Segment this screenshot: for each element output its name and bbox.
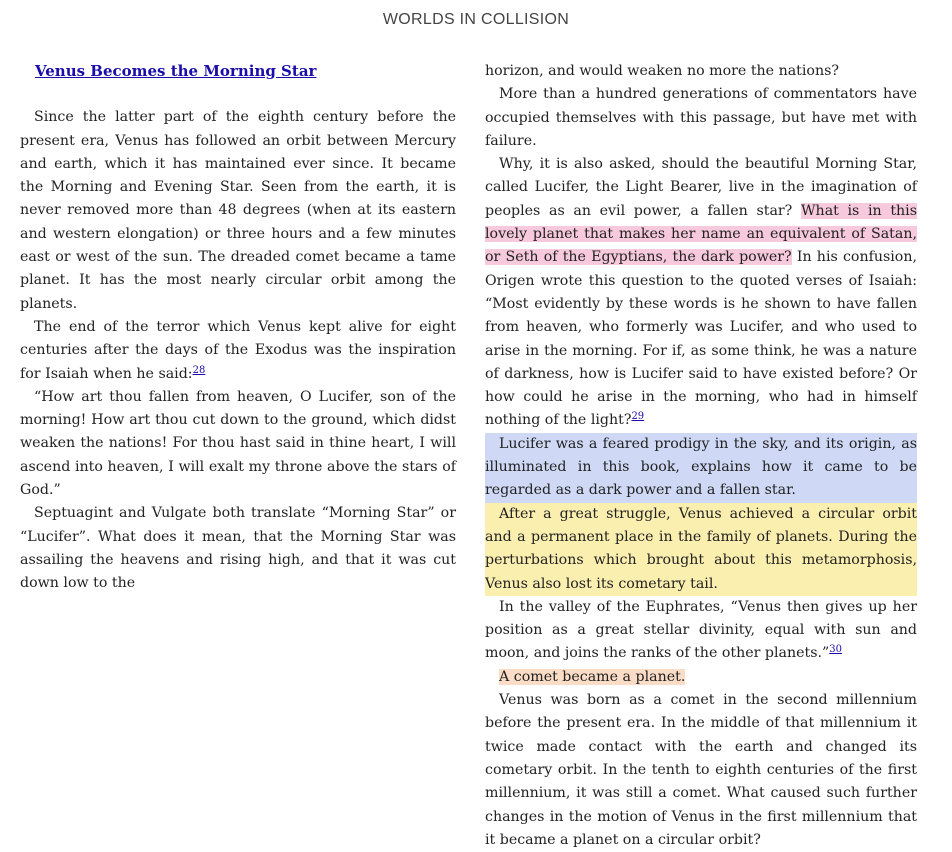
highlight-yellow-paragraph[interactable]	[485, 503, 917, 596]
highlight-blue-paragraph[interactable]	[485, 433, 917, 503]
paragraph	[485, 83, 917, 153]
left-column	[20, 60, 456, 596]
paragraph-text: Venus was born as a comet in the second millennium before the present era. In the middle of that millennium it twice made contact with the earth and changed its cometary orbit. In the tenth to eighth centuries of the first millennium, it was still a comet. What caused such further changes in the motion of Venus in the first millennium that it became a planet on a circular orbit?	[485, 692, 917, 848]
paragraph	[20, 386, 456, 502]
paragraph	[485, 153, 917, 433]
paragraph	[485, 666, 917, 689]
footnote-link-28[interactable]: 28	[192, 364, 206, 376]
right-column	[485, 60, 917, 852]
paragraph	[20, 502, 456, 595]
highlight-orange[interactable]: A comet became a planet.	[499, 668, 686, 685]
paragraph-text: After a great struggle, Venus achieved a circular orbit and a permanent place in the family of planets. During the perturbations which brought about this metamorphosis, Venus also lost its cometary tail.	[485, 505, 917, 592]
paragraph-text: Since the latter part of the eighth century before the present era, Venus has followed an orbit between Mercury and earth, which it has maintained ever since. It became the Morning and Evening Star. Seen from the earth, it is never removed more than 48 degrees (when at its eastern and western elongation) or three hours and a few minutes east or west of the sun. The dreaded comet became a tame planet. It has the most nearly circular orbit among the planets.	[20, 109, 456, 312]
paragraph-text: horizon, and would weaken no more the nations?	[485, 63, 839, 79]
book-title: WORLDS IN COLLISION	[382, 11, 570, 28]
paragraph-text: Septuagint and Vulgate both translate “Morning Star” or “Lucifer”. What does it mean, that the Morning Star was assailing the heavens and rising high, and that it was cut down low to the	[20, 505, 456, 592]
paragraph-text: More than a hundred generations of commentators have occupied themselves with this passage, but have met with failure.	[485, 86, 917, 149]
paragraph	[20, 106, 456, 316]
paragraph	[485, 596, 917, 666]
footnote-link-29[interactable]: 29	[631, 411, 645, 423]
highlight-pink[interactable]: What is in this lovely planet that makes her name an equivalent of Satan, or Seth of the Egyptians, the dark power?	[485, 202, 917, 266]
paragraph	[20, 316, 456, 386]
paragraph-text: In the valley of the Euphrates, “Venus then gives up her position as a great stellar divinity, equal with sun and moon, and joins the ranks of the other planets.”	[485, 598, 917, 662]
paragraph-text: “How art thou fallen from heaven, O Lucifer, son of the morning! How art thou cut down to the ground, which didst weaken the nations! For thou hast said in thine heart, I will ascend into heaven, I will exalt my throne above the stars of God.”	[20, 388, 456, 499]
paragraph-text: In his confusion, Origen wrote this question to the quoted verses of Isaiah: “Most evidently by these words is he shown to have fallen from heaven, who formerly was Lucifer, and who used to arise in the morning. For if, as some think, he was a nature of darkness, how is Lucifer said to have existed before? Or how could he arise in the morning, who had in himself nothing of the light?	[485, 249, 917, 429]
paragraph-text: Lucifer was a feared prodigy in the sky, and its origin, as illuminated in this book, explains how it came to be regarded as a dark power and a fallen star.	[485, 435, 917, 499]
paragraph	[485, 60, 917, 83]
footnote-link-30[interactable]: 30	[829, 644, 843, 656]
paragraph-text: Why, it is also asked, should the beautiful Morning Star, called Lucifer, the Light Bearer, live in the imagination of peoples as an evil power, a fallen star?	[485, 156, 917, 219]
paragraph-text: The end of the terror which Venus kept alive for eight centuries after the days of the Exodus was the inspiration for Isaiah when he said:	[20, 318, 456, 382]
chapter-title-link[interactable]: Venus Becomes the Morning Star	[35, 62, 317, 80]
